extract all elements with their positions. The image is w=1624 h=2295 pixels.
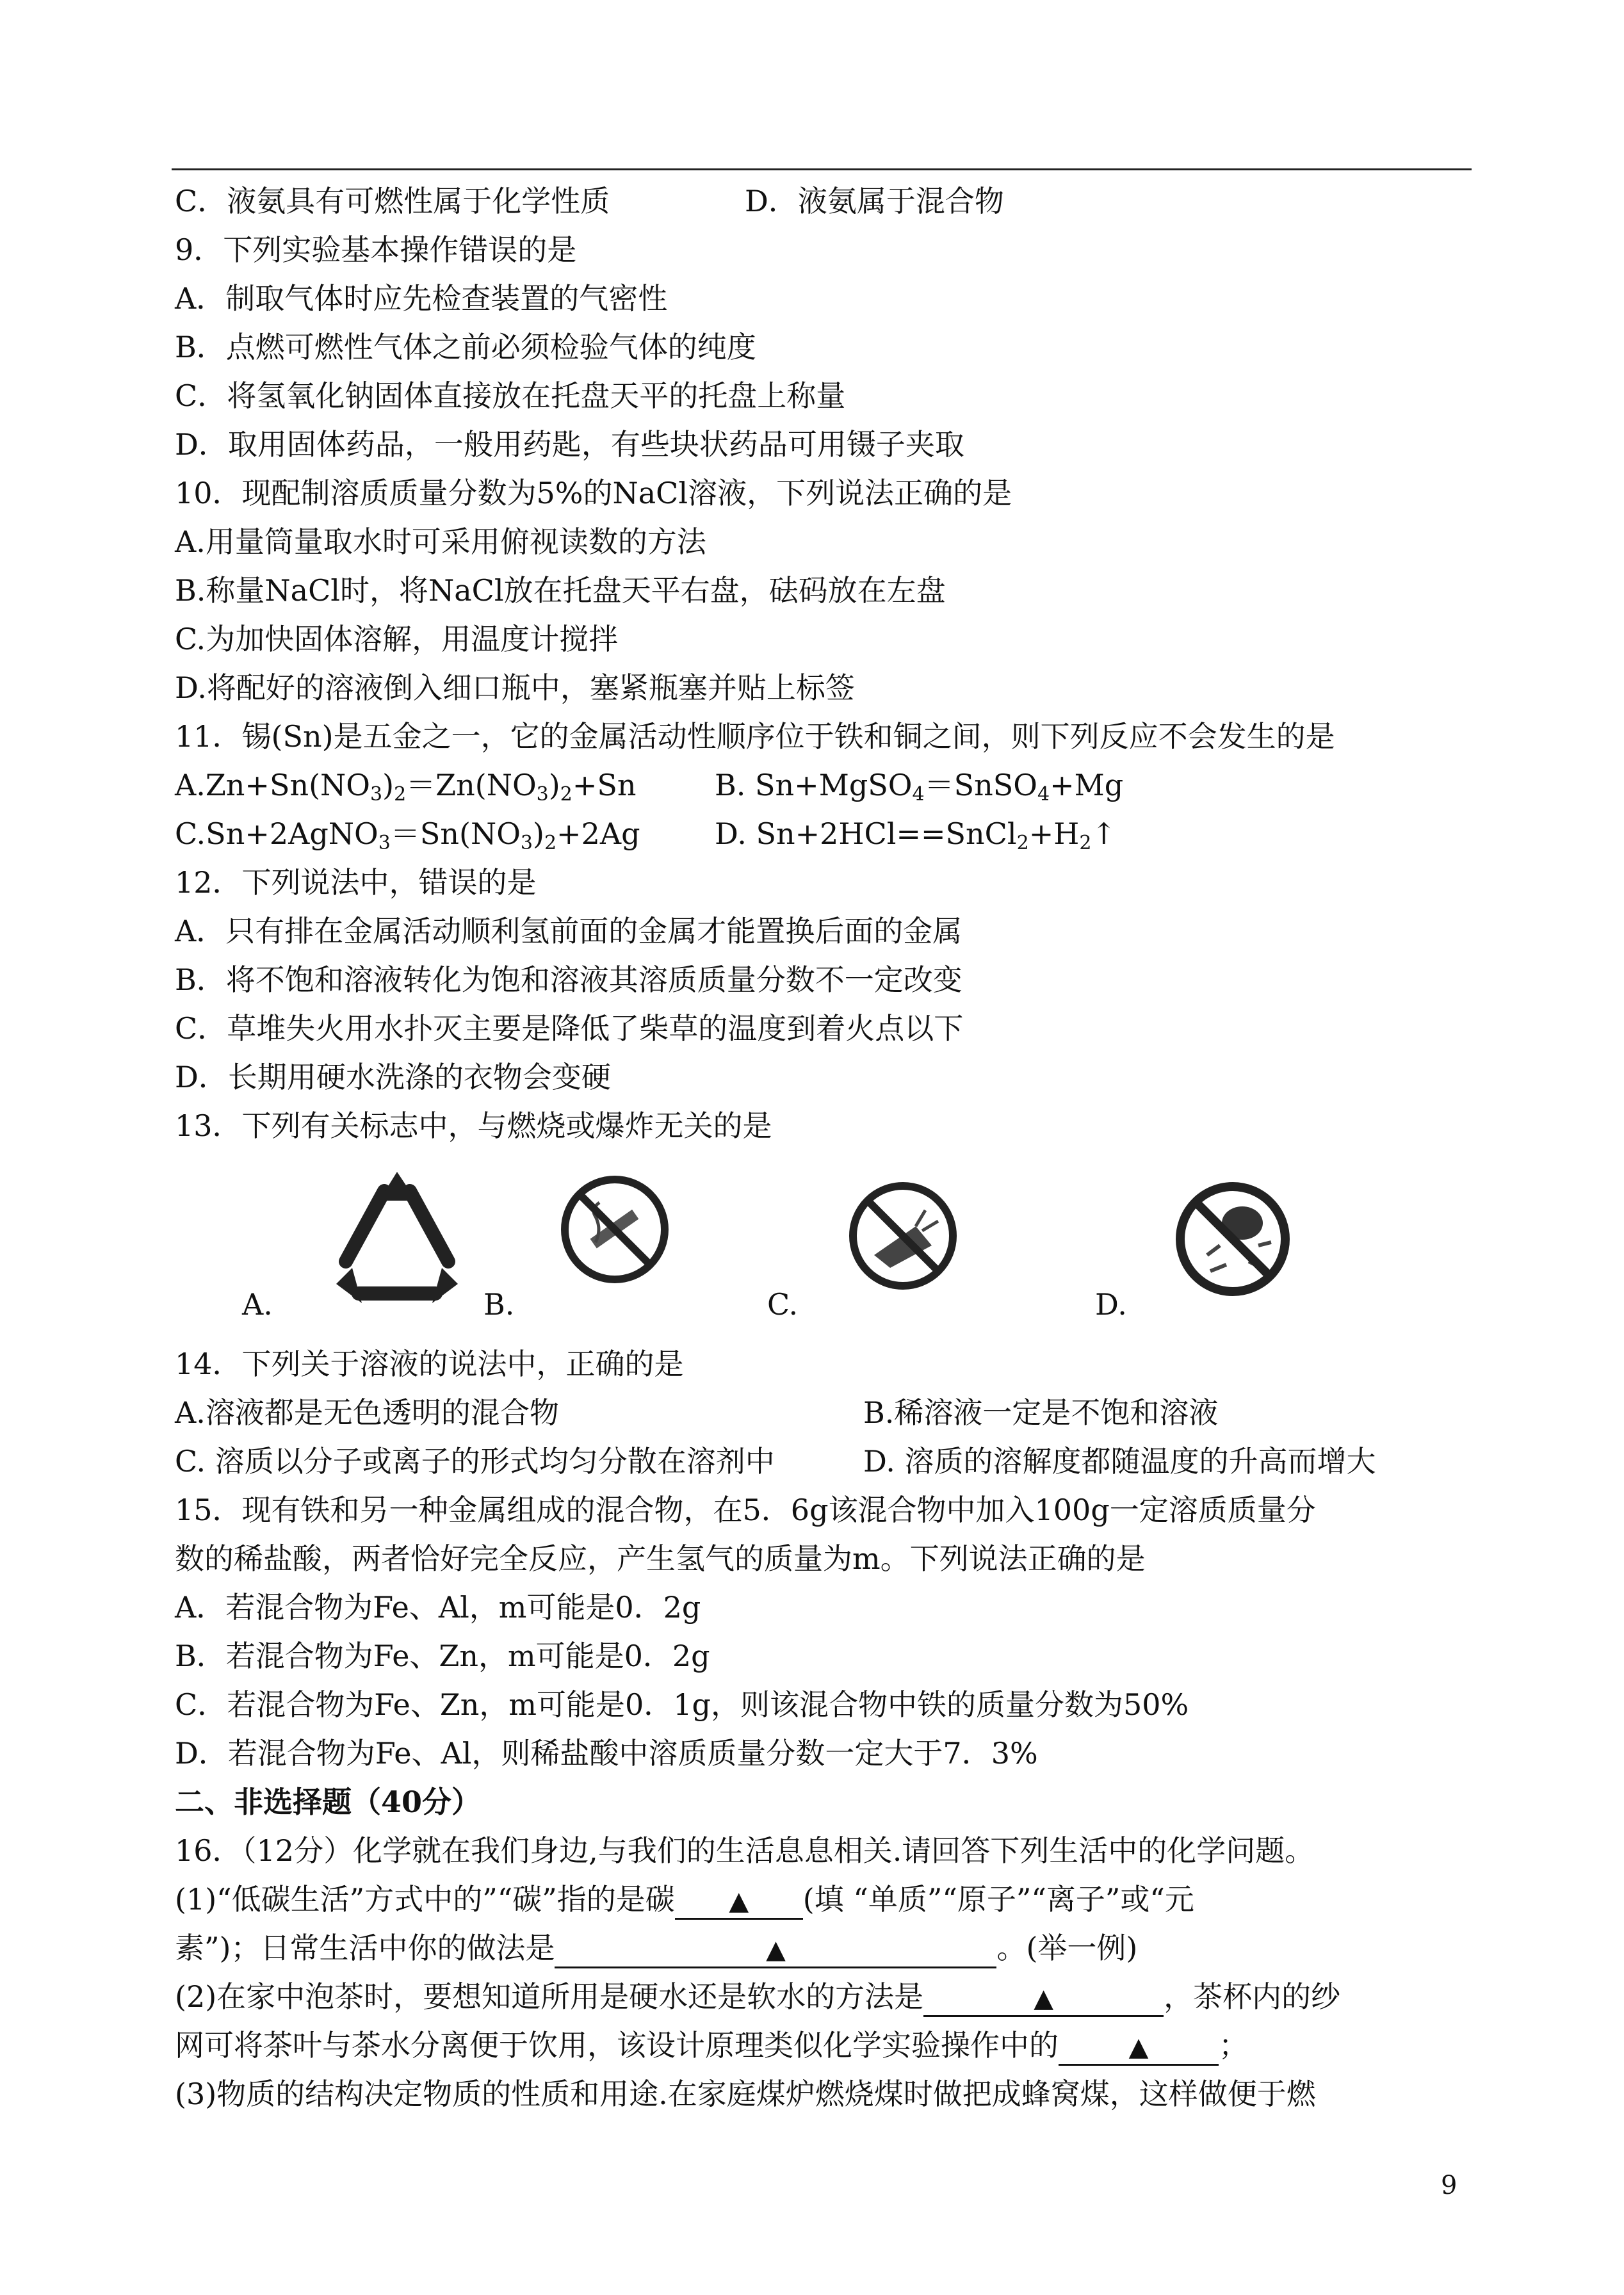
q13-label-a: A.	[242, 1287, 273, 1322]
answer-blank[interactable]: ▲	[675, 1885, 803, 1920]
q16-stem: 16．（12分）化学就在我们身边,与我们的生活息息相关.请回答下列生活中的化学问题。	[175, 1833, 1315, 1868]
q10-option-a: A.用量筒量取水时可采用俯视读数的方法	[175, 524, 706, 559]
q14-option-a: A.溶液都是无色透明的混合物	[175, 1395, 559, 1430]
q9-option-a: A．制取气体时应先检查装置的气密性	[175, 281, 668, 316]
q16-part1-line2: 素”)；日常生活中你的做法是 ▲ 。(举一例)	[175, 1927, 1481, 1968]
no-fireworks-icon	[845, 1178, 961, 1293]
q9-option-b: B．点燃可燃性气体之前必须检验气体的纯度	[175, 330, 756, 364]
q16-part2-line1: (2)在家中泡茶时，要想知道所用是硬水还是软水的方法是 ▲ ，茶杯内的纱	[175, 1976, 1481, 2017]
q12-option-a: A．只有排在金属活动顺利氢前面的金属才能置换后面的金属	[175, 914, 962, 948]
section-heading: 二、非选择题（40分）	[175, 1785, 482, 1819]
q12-stem: 12．下列说法中，错误的是	[175, 865, 537, 900]
q11-options-ab	[175, 765, 1481, 806]
q8-option-d: D．液氨属于混合物	[745, 184, 1004, 218]
q8-options-cd	[175, 181, 1481, 222]
no-explosives-icon	[1172, 1178, 1294, 1300]
answer-blank[interactable]: ▲	[1059, 2031, 1219, 2066]
q11-option-b: B. Sn+MgSO$_4$＝SnSO$_4$+Mg	[715, 768, 1124, 806]
q14-option-d: D. 溶质的溶解度都随温度的升高而增大	[863, 1444, 1376, 1479]
q15-option-b: B．若混合物为Fe、Zn，m可能是0．2g	[175, 1639, 710, 1673]
q16-part3-line1: (3)物质的结构决定物质的性质和用途.在家庭煤炉燃烧煤时做把成蜂窝煤，这样做便于燃	[175, 2077, 1316, 2111]
q11-stem: 11．锡(Sn)是五金之一，它的金属活动性顺序位于铁和铜之间，则下列反应不会发生的是	[175, 719, 1335, 754]
q16-part1-line1: (1)“低碳生活”方式中的”“碳”指的是碳 ▲ (填 “单质”“原子”“离子”或“元	[175, 1879, 1481, 1920]
q14-option-b: B.稀溶液一定是不饱和溶液	[863, 1395, 1219, 1430]
q11-option-c: $C.Sn+2AgNO_3=Sn(NO_3)_2+2Ag$	[175, 816, 640, 854]
answer-blank[interactable]: ▲	[923, 1982, 1164, 2017]
answer-blank[interactable]: ▲	[555, 1933, 996, 1968]
q10-option-c: C.为加快固体溶解，用温度计搅拌	[175, 622, 619, 656]
q13-stem: 13．下列有关标志中，与燃烧或爆炸无关的是	[175, 1108, 772, 1143]
q10-stem: 10．现配制溶质质量分数为5%的NaCl溶液，下列说法正确的是	[175, 476, 1012, 510]
q14-option-c: C. 溶质以分子或离子的形式均匀分散在溶剂中	[175, 1444, 775, 1479]
q11-options-cd	[175, 813, 1481, 854]
q9-option-c: C．将氢氧化钠固体直接放在托盘天平的托盘上称量	[175, 378, 846, 413]
q15-option-d: D．若混合物为Fe、Al，则稀盐酸中溶质质量分数一定大于7．3%	[175, 1736, 1038, 1771]
q9-option-d: D．取用固体药品，一般用药匙，有些块状药品可用镊子夹取	[175, 427, 964, 462]
q13-label-d: D.	[1095, 1287, 1127, 1322]
q15-option-a: A．若混合物为Fe、Al，m可能是0．2g	[175, 1590, 701, 1625]
q15-stem-1: 15．现有铁和另一种金属组成的混合物，在5．6g该混合物中加入100g一定溶质质量分	[175, 1493, 1316, 1527]
q11-option-d: D. $Sn+2HCl==SnCl_2+H_2↑$	[715, 816, 1116, 854]
q15-option-c: C．若混合物为Fe、Zn，m可能是0．1g，则该混合物中铁的质量分数为50%	[175, 1687, 1189, 1722]
q10-option-b: B.称量NaCl时，将NaCl放在托盘天平右盘，砝码放在左盘	[175, 573, 946, 608]
q10-option-d: D.将配好的溶液倒入细口瓶中，塞紧瓶塞并贴上标签	[175, 670, 855, 705]
no-smoking-icon	[557, 1172, 672, 1287]
page-number: 9	[1441, 2171, 1458, 2200]
q12-option-b: B．将不饱和溶液转化为饱和溶液其溶质质量分数不一定改变	[175, 962, 962, 997]
q14-options-cd	[175, 1441, 1481, 1482]
q16-part2-line2: 网可将茶叶与茶水分离便于饮用，该设计原理类似化学实验操作中的 ▲ ；	[175, 2025, 1481, 2066]
q8-option-c: C．液氨具有可燃性属于化学性质	[175, 184, 610, 218]
q13-label-c: C.	[767, 1287, 799, 1322]
q12-option-d: D．长期用硬水洗涤的衣物会变硬	[175, 1060, 611, 1094]
q11-option-a: $A.Zn+Sn(NO_3)_2=Zn(NO_3)_2+Sn$	[175, 768, 637, 806]
header-rule	[172, 168, 1472, 170]
q9-stem: 9．下列实验基本操作错误的是	[175, 232, 577, 267]
recycle-icon	[320, 1165, 474, 1313]
q14-stem: 14．下列关于溶液的说法中，正确的是	[175, 1347, 684, 1381]
q12-option-c: C．草堆失火用水扑灭主要是降低了柴草的温度到着火点以下	[175, 1011, 964, 1046]
q13-label-b: B.	[483, 1287, 515, 1322]
q14-options-ab	[175, 1392, 1481, 1433]
q15-stem-2: 数的稀盐酸，两者恰好完全反应，产生氢气的质量为m。下列说法正确的是	[175, 1541, 1146, 1576]
